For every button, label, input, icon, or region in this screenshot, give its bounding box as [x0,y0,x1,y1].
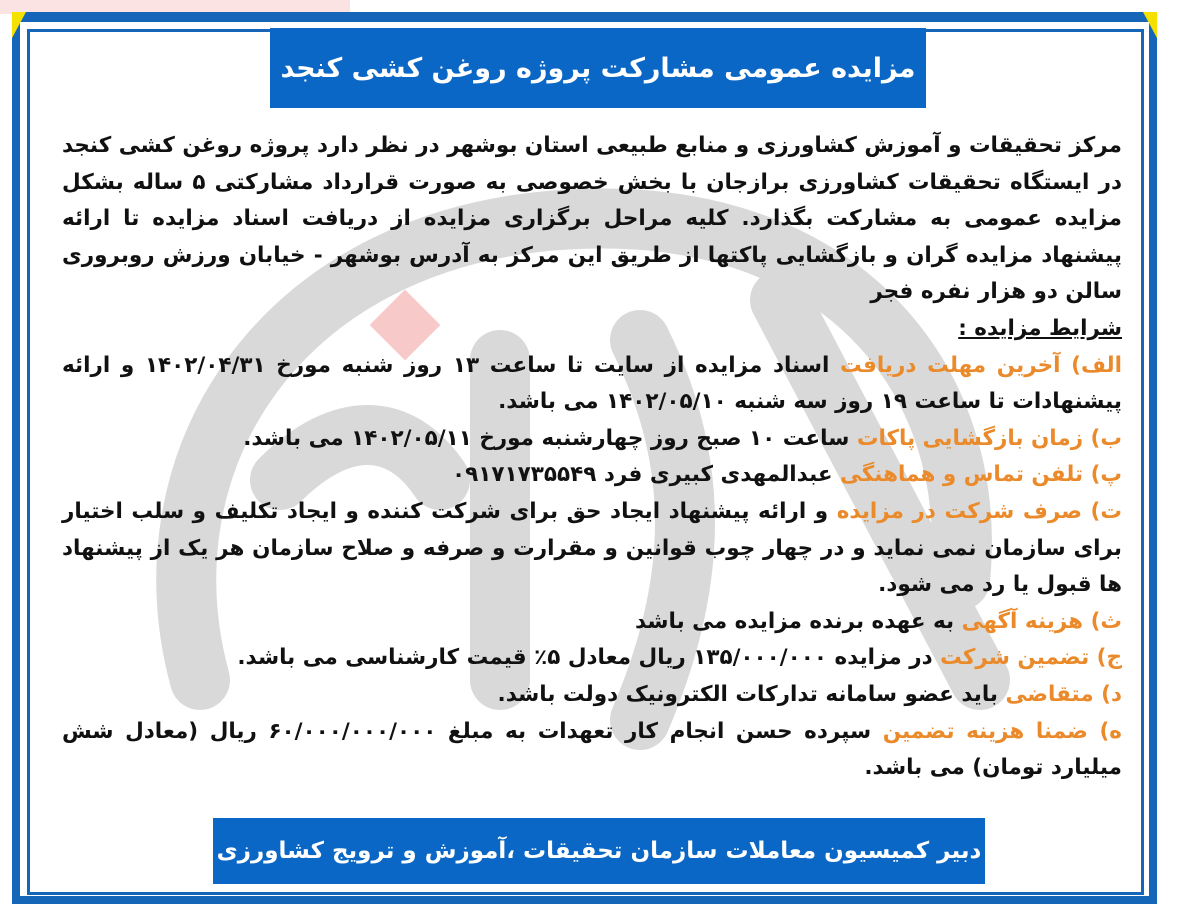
condition-text: اسناد مزایده از سایت تا ساعت ۱۳ روز شنبه مورخ ۱۴۰۲/۰۴/۳۱ و ارائه پیشنهادات تا ساعت ۱۹ روز سه شنبه ۱۴۰۲/۰۵/۱۰ می باشد. [62,352,1122,415]
condition-item [62,457,1122,494]
condition-text: و ارائه پیشنهاد ایجاد حق برای شرکت کننده و ایجاد تکلیف و سلب اختیار برای سازمان نمی نماید و در چهار چوب قوانین و مقرارت و صرفه و صلاح سازمان هر یک از پیشنهاد ها قبول یا رد می شود. [62,498,1122,598]
footer-signature: دبیر کمیسیون معاملات سازمان تحقیقات ،آموزش و ترویج کشاورزی [216,838,982,864]
condition-label: د) متقاضی [1005,681,1122,707]
footer-banner [213,818,985,884]
condition-item [62,421,1122,458]
condition-label: ت) صرف شرکت در مزایده [836,498,1122,524]
condition-item [62,604,1122,641]
condition-item [62,494,1122,604]
announcement-body [62,128,1122,787]
condition-label: الف) آخرین مهلت دریافت [840,352,1122,378]
condition-item [62,677,1122,714]
condition-item [62,640,1122,677]
condition-text: سپرده حسن انجام کار تعهدات به مبلغ ۶۰/۰۰۰/۰۰۰/۰۰۰ ریال (معادل شش میلیارد تومان) می باشد. [62,718,1122,781]
condition-item [62,348,1122,421]
conditions-heading: شرایط مزایده : [958,315,1122,341]
intro-paragraph: مرکز تحقیقات و آموزش کشاورزی و منابع طبیعی استان بوشهر در نظر دارد پروژه روغن کشی کنجد در ایستگاه تحقیقات کشاورزی برازجان با بخش خصوصی به صورت قرارداد مشارکتی ۵ ساله بشکل مزایده عمومی به مشارکت بگذارد. کلیه مراحل برگزاری مزایده از دریافت اسناد مزایده تا ارائه پیشنهاد مزایده گران و بازگشایی پاکتها از طریق این مرکز به آدرس بوشهر - خیابان ورزش روبروری سالن دو هزار نفره فجر [62,133,1122,305]
condition-text: ساعت ۱۰ صبح روز چهارشنبه مورخ ۱۴۰۲/۰۵/۱۱ می باشد. [243,425,857,451]
condition-label: ب) زمان بازگشایی پاکات [856,425,1122,451]
condition-text: در مزایده ۱۳۵/۰۰۰/۰۰۰ ریال معادل ۵٪ قیمت کارشناسی می باشد. [237,645,941,671]
condition-text: به عهده برنده مزایده می باشد [634,608,962,634]
page-title: مزایده عمومی مشارکت پروژه روغن کشی کنجد [280,52,916,84]
condition-text: باید عضو سامانه تدارکات الکترونیک دولت باشد. [497,681,1006,707]
condition-label: ث) هزینه آگهی [961,608,1122,634]
condition-label: ه) ضمنا هزینه تضمین [882,718,1122,744]
condition-label: پ) تلفن تماس و هماهنگی [840,462,1122,488]
condition-item [62,714,1122,787]
condition-text: عبدالمهدی کبیری فرد ۰۹۱۷۱۷۳۵۵۴۹ [452,462,841,488]
condition-label: ج) تضمین شرکت [940,645,1122,671]
title-banner [270,28,926,108]
